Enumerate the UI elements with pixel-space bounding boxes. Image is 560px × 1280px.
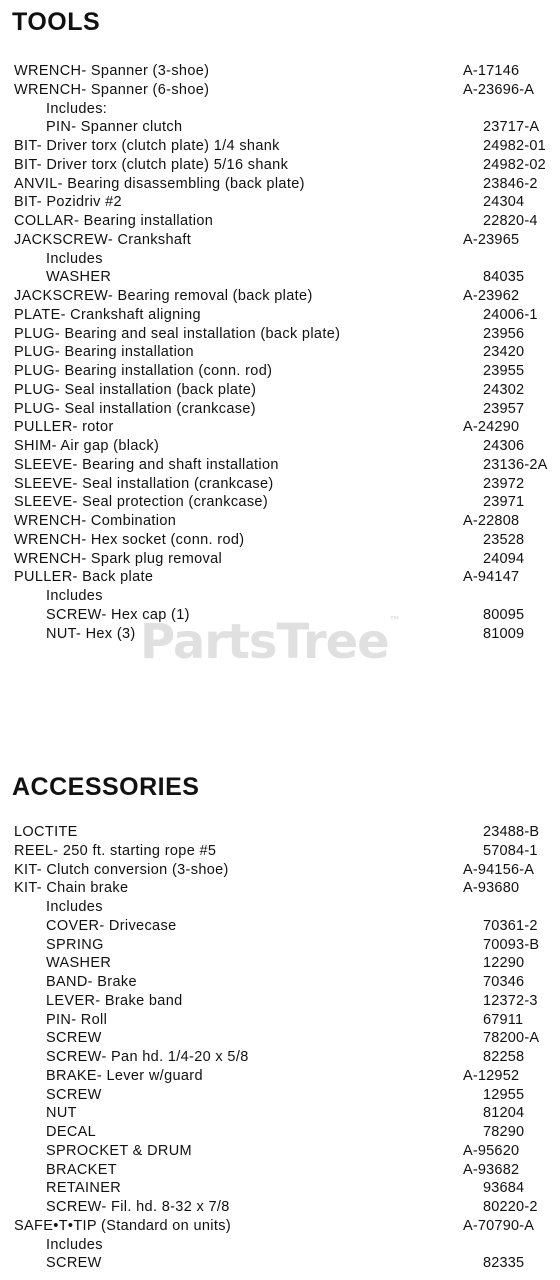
part-number: 24982-02 (483, 156, 546, 173)
list-item (0, 917, 560, 936)
part-description: PIN- Roll (46, 1011, 108, 1028)
part-description: KIT- Chain brake (14, 880, 129, 897)
part-number: 70093-B (483, 936, 540, 953)
list-item (0, 861, 560, 880)
trademark-symbol: ™ (388, 614, 400, 628)
part-description: JACKSCREW- Bearing removal (back plate) (14, 288, 313, 304)
part-description: DECAL (46, 1124, 97, 1140)
part-number: A-70790-A (463, 1217, 535, 1234)
part-description: SHIM- Air gap (black) (14, 438, 160, 454)
part-number: 22820-4 (483, 213, 538, 229)
part-description: NUT- Hex (3) (46, 625, 136, 642)
part-description: PIN- Spanner clutch (46, 119, 183, 136)
part-description: SLEEVE- Bearing and shaft installation (14, 456, 279, 473)
list-item (0, 1123, 560, 1142)
includes-label: Includes (46, 899, 103, 915)
list-item (0, 81, 560, 100)
list-item (0, 493, 560, 512)
part-number: A-23696-A (463, 81, 535, 98)
part-description: PLATE- Crankshaft aligning (14, 306, 201, 323)
list-item (0, 118, 560, 137)
part-number: A-23962 (463, 288, 520, 304)
part-description: PLUG- Seal installation (back plate) (14, 381, 257, 398)
part-number: 24006-1 (483, 306, 538, 323)
part-number: 12955 (483, 1086, 525, 1103)
part-number: 24302 (483, 381, 525, 398)
part-description: SCREW- Pan hd. 1/4-20 x 5/8 (46, 1049, 249, 1065)
part-number: 23956 (483, 325, 525, 342)
part-number: 23717-A (483, 119, 540, 136)
part-number: 82258 (483, 1049, 525, 1065)
part-description: SAFE•T•TIP (Standard on units) (14, 1217, 232, 1234)
part-number: A-94147 (463, 569, 520, 586)
list-item (0, 325, 560, 344)
part-description: KIT- Clutch conversion (3-shoe) (14, 861, 229, 878)
part-description: PLUG- Bearing installation (14, 344, 194, 361)
list-item (0, 212, 560, 231)
part-description: SLEEVE- Seal installation (crankcase) (14, 475, 274, 492)
partstree-watermark (140, 614, 400, 670)
list-item (0, 992, 560, 1011)
part-description: RETAINER (46, 1180, 122, 1197)
list-item (0, 175, 560, 194)
list-item (0, 456, 560, 475)
includes-label: Includes (46, 588, 103, 604)
part-number: 23488-B (483, 824, 540, 840)
part-description: SCREW (46, 1255, 102, 1272)
part-number: 23136-2A (483, 456, 548, 473)
part-description: SCREW (46, 1030, 102, 1047)
list-item (0, 437, 560, 456)
tools-parts-list (0, 62, 560, 643)
part-description: BRACKET (46, 1161, 117, 1178)
part-number: 23972 (483, 475, 525, 492)
part-number: 70361-2 (483, 917, 538, 934)
part-description: WASHER (46, 955, 112, 972)
part-description: PULLER- Back plate (14, 569, 154, 586)
part-number: 67911 (483, 1011, 524, 1028)
part-description: WRENCH- Combination (14, 513, 177, 529)
part-description: LEVER- Brake band (46, 992, 183, 1009)
list-item (0, 879, 560, 898)
part-number: A-93682 (463, 1161, 520, 1178)
part-description: BAND- Brake (46, 974, 137, 990)
part-number: 23971 (483, 494, 525, 511)
part-number: 24094 (483, 550, 525, 567)
watermark-text: PartsTree (140, 614, 389, 670)
part-number: 23846-2 (483, 175, 538, 192)
list-item (0, 1179, 560, 1198)
part-number: 23957 (483, 400, 525, 417)
part-number: A-22808 (463, 513, 520, 529)
part-number: A-93680 (463, 880, 520, 897)
part-number: A-23965 (463, 231, 520, 248)
part-description: NUT (46, 1105, 77, 1122)
part-description: PLUG- Seal installation (crankcase) (14, 400, 256, 417)
list-item (0, 1161, 560, 1180)
list-item (0, 898, 560, 917)
list-item (0, 1086, 560, 1105)
part-description: PULLER- rotor (14, 419, 114, 436)
includes-label: Includes (46, 1236, 103, 1253)
list-item (0, 156, 560, 175)
part-description: JACKSCREW- Crankshaft (14, 231, 192, 248)
list-item (0, 381, 560, 400)
list-item (0, 418, 560, 437)
part-description: SLEEVE- Seal protection (crankcase) (14, 494, 269, 511)
part-number: A-12952 (463, 1067, 520, 1084)
list-item (0, 1142, 560, 1161)
part-description: SCREW- Fil. hd. 8-32 x 7/8 (46, 1199, 230, 1215)
list-item (0, 343, 560, 362)
part-number: A-17146 (463, 63, 520, 79)
list-item (0, 362, 560, 381)
part-description: PLUG- Bearing and seal installation (back plate) (14, 325, 341, 342)
list-item (0, 568, 560, 587)
accessories-parts-list (0, 823, 560, 1273)
part-description: REEL- 250 ft. starting rope #5 (14, 842, 217, 859)
list-item (0, 1254, 560, 1273)
part-number: A-95620 (463, 1142, 520, 1159)
list-item (0, 1011, 560, 1030)
accessories-section-title: ACCESSORIES (12, 773, 200, 801)
list-item (0, 1029, 560, 1048)
list-item (0, 137, 560, 156)
part-number: 80095 (483, 606, 525, 623)
list-item (0, 954, 560, 973)
part-number: 24982-01 (483, 138, 546, 154)
includes-label: Includes: (46, 100, 108, 117)
part-description: WRENCH- Spanner (3-shoe) (14, 63, 210, 79)
part-number: 84035 (483, 269, 525, 286)
part-description: BIT- Pozidriv #2 (14, 194, 122, 211)
part-description: SCREW- Hex cap (1) (46, 606, 190, 623)
part-number: A-94156-A (463, 861, 535, 878)
part-number: 12290 (483, 955, 525, 972)
part-number: 24304 (483, 194, 525, 211)
list-item (0, 287, 560, 306)
part-description: COVER- Drivecase (46, 917, 177, 934)
part-number: A-24290 (463, 419, 520, 436)
list-item (0, 231, 560, 250)
part-number: 80220-2 (483, 1199, 538, 1215)
list-item (0, 1217, 560, 1236)
part-number: 70346 (483, 974, 525, 990)
part-description: BIT- Driver torx (clutch plate) 5/16 shank (14, 156, 289, 173)
part-number: 23420 (483, 344, 525, 361)
list-item (0, 193, 560, 212)
list-item (0, 587, 560, 606)
part-description: ANVIL- Bearing disassembling (back plate) (14, 175, 305, 192)
part-description: WASHER (46, 269, 112, 286)
list-item (0, 823, 560, 842)
part-description: LOCTITE (14, 824, 78, 840)
list-item (0, 973, 560, 992)
part-description: PLUG- Bearing installation (conn. rod) (14, 363, 273, 379)
includes-label: Includes (46, 250, 103, 267)
list-item (0, 936, 560, 955)
part-description: WRENCH- Spark plug removal (14, 550, 223, 567)
part-description: WRENCH- Spanner (6-shoe) (14, 81, 210, 98)
part-number: 24306 (483, 438, 525, 454)
part-number: 23528 (483, 531, 525, 548)
tools-section-title: TOOLS (12, 8, 101, 36)
list-item (0, 62, 560, 81)
list-item (0, 1236, 560, 1255)
part-number: 12372-3 (483, 992, 538, 1009)
list-item (0, 1067, 560, 1086)
part-number: 23955 (483, 363, 525, 379)
part-description: SPROCKET & DRUM (46, 1142, 192, 1159)
list-item (0, 550, 560, 569)
part-number: 57084-1 (483, 842, 538, 859)
part-description: WRENCH- Hex socket (conn. rod) (14, 531, 245, 548)
list-item (0, 475, 560, 494)
list-item (0, 1048, 560, 1067)
list-item (0, 1198, 560, 1217)
list-item (0, 531, 560, 550)
list-item (0, 100, 560, 119)
part-number: 78200-A (483, 1030, 540, 1047)
part-number: 78290 (483, 1124, 525, 1140)
part-description: BRAKE- Lever w/guard (46, 1067, 203, 1084)
part-number: 81009 (483, 625, 525, 642)
part-description: BIT- Driver torx (clutch plate) 1/4 shank (14, 138, 280, 154)
list-item (0, 1104, 560, 1123)
part-number: 93684 (483, 1180, 525, 1197)
part-number: 81204 (483, 1105, 525, 1122)
list-item (0, 512, 560, 531)
list-item (0, 268, 560, 287)
part-description: SCREW (46, 1086, 102, 1103)
list-item (0, 400, 560, 419)
part-description: COLLAR- Bearing installation (14, 213, 214, 229)
list-item (0, 306, 560, 325)
list-item (0, 842, 560, 861)
list-item (0, 250, 560, 269)
part-number: 82335 (483, 1255, 525, 1272)
part-description: SPRING (46, 936, 104, 953)
